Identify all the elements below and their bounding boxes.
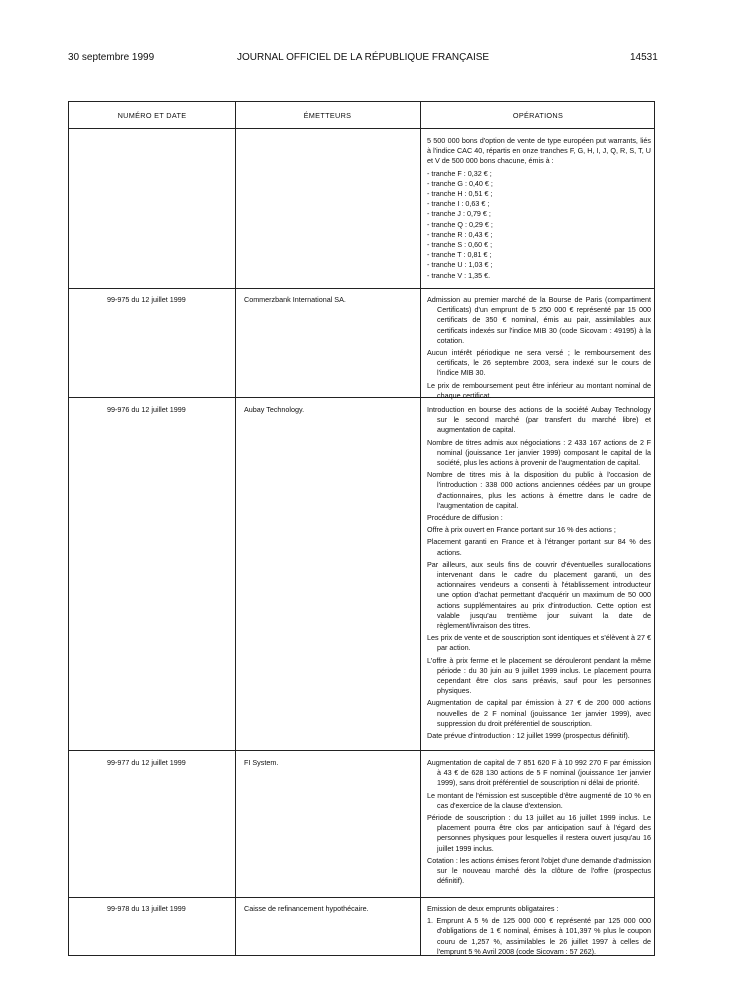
operation-paragraph: Le montant de l'émission est susceptible d'être augmenté de 10 % en cas d'exercice de la clause d'extension.	[427, 790, 651, 810]
operation-paragraph: L'offre à prix ferme et le placement se dérouleront pendant la même période : du 30 juin au 9 juillet 1999 inclus. Le placement pourra cependant être clos sans préavis, sauf pour les personnes physiques.	[427, 655, 651, 696]
row0-operations	[427, 136, 651, 281]
operation-paragraph: Période de souscription : du 13 juillet au 16 juillet 1999 inclus. Le placement pourra être clos par anticipation sauf à l'égard des personnes physiques pour lesquelles il restera ouvert jusqu'au 16 juillet 1999 inclus.	[427, 813, 651, 853]
operation-paragraph: Nombre de titres mis à la disposition du public à l'occasion de l'introduction : 338 000 actions anciennes cédées par un groupe d'actionnaires, plus les actions à émettre dans le cadre de l'augmentation de capital.	[427, 470, 651, 510]
tranche-item: - tranche Q : 0,29 € ;	[427, 219, 493, 229]
row4-issuer: Caisse de refinancement hypothécaire.	[244, 904, 369, 913]
operation-paragraph: Offre à prix ouvert en France portant sur 16 % des actions ;	[427, 525, 616, 535]
operation-paragraph: Placement garanti en France et à l'étranger portant sur 84 % des actions.	[427, 537, 651, 557]
row3-number: 99-977 du 12 juillet 1999	[107, 758, 186, 767]
tranche-item: - tranche I : 0,63 € ;	[427, 199, 490, 209]
row1-number: 99-975 du 12 juillet 1999	[107, 295, 186, 304]
row4-operations	[427, 904, 651, 959]
page-number: 14531	[630, 52, 658, 63]
row-rule	[69, 897, 654, 898]
operation-paragraph: Procédure de diffusion :	[427, 513, 503, 523]
operation-paragraph: Par ailleurs, aux seuls fins de couvrir d'éventuelles surallocations intervenant dans le cadre du placement garanti, un des actionnaires vendeurs a consenti à l'établissement introducteur une option d'achat permettant d'acquérir un maximum de 50 000 actions supplémentaires au prix d'introduction. Cette option est valable jusqu'au trentième jour suivant la date de règlement/livraison des titres.	[427, 559, 651, 631]
header-rule	[69, 128, 654, 129]
journal-title: JOURNAL OFFICIEL DE LA RÉPUBLIQUE FRANÇAISE	[237, 52, 490, 63]
column-header-number: NUMÉRO ET DATE	[117, 111, 187, 120]
tranche-item: - tranche G : 0,40 € ;	[427, 178, 493, 188]
operation-paragraph: Aucun intérêt périodique ne sera versé ; le remboursement des certificats, le 26 septembre 2003, sera indexé sur le cours de l'indice MIB 30.	[427, 348, 651, 378]
operation-paragraph: Augmentation de capital par émission à 27 € de 200 000 actions nouvelles de 2 F nominal (jouissance 1er janvier 1999), avec suppression du droit préférentiel de souscription.	[427, 698, 651, 728]
operation-paragraph: Admission au premier marché de la Bourse de Paris (compartiment Certificats) d'un emprunt de 5 250 000 € représenté par 15 000 certificats de 350 € nominal, émis au pair, assimilables aux certificats indexés sur l'indice MIB 30 (code Sicovam : 49195) à la cotation.	[427, 295, 651, 345]
row-rule	[69, 288, 654, 289]
tranche-item: - tranche H : 0,51 € ;	[427, 189, 493, 199]
row2-number: 99-976 du 12 juillet 1999	[107, 405, 186, 414]
operations-table	[68, 101, 655, 956]
tranche-item: - tranche R : 0,43 € ;	[427, 229, 493, 239]
operation-paragraph: Introduction en bourse des actions de la société Aubay Technology sur le second marché (par transfert du marché libre) et augmentation de capital.	[427, 405, 651, 435]
tranche-item: - tranche U : 1,03 € ;	[427, 260, 493, 270]
column-header-issuers: ÉMETTEURS	[303, 111, 352, 120]
row2-issuer: Aubay Technology.	[244, 405, 305, 414]
operation-paragraph: 1. Emprunt A 5 % de 125 000 000 € représenté par 125 000 000 d'obligations de 1 € nominal, émises à 101,397 % plus le coupon couru de 1,257 %, assimilables le 26 juillet 1997 à celles de l'emprunt 5 % Avril 2008 (code Sicovam : 57 262).	[427, 916, 651, 956]
operation-paragraph: Emission de deux emprunts obligataires :	[427, 904, 559, 913]
column-divider	[235, 102, 236, 955]
row1-issuer: Commerzbank International SA.	[244, 295, 346, 304]
column-header-operations: OPÉRATIONS	[512, 111, 564, 120]
operation-paragraph: Le prix de remboursement peut être inférieur au montant nominal de chaque certificat.	[427, 380, 651, 400]
operation-paragraph: Cotation : les actions émises feront l'objet d'une demande d'admission sur le nouveau marché dès la clôture de l'offre (prospectus définitif).	[427, 855, 651, 886]
operation-paragraph: Les prix de vente et de souscription sont identiques et s'élèvent à 27 € par action.	[427, 633, 651, 653]
tranche-item: - tranche S : 0,60 € ;	[427, 240, 493, 250]
tranche-item: - tranche F : 0,32 € ;	[427, 168, 492, 178]
tranche-item: - tranche T : 0,81 € ;	[427, 250, 492, 260]
operation-paragraph: Augmentation de capital de 7 851 620 F à 10 992 270 F par émission à 43 € de 628 130 actions de 5 F nominal (jouissance 1er janvier 1999), sans droit préférentiel de souscription ni délai de priorité.	[427, 758, 651, 788]
operation-paragraph: Nombre de titres admis aux négociations : 2 433 167 actions de 2 F nominal (jouissance 1er janvier 1999) composant le capital de la société, plus les actions à provenir de l'augmentation de capital.	[427, 437, 651, 468]
column-divider	[420, 102, 421, 955]
row3-issuer: FI System.	[244, 758, 279, 767]
operation-paragraph: Date prévue d'introduction : 12 juillet 1999 (prospectus définitif).	[427, 731, 630, 741]
tranche-item: - tranche V : 1,35 €.	[427, 270, 491, 280]
row3-operations	[427, 758, 651, 888]
row0-intro: 5 500 000 bons d'option de vente de type européen put warrants, liés à l'indice CAC 40, répartis en onze tranches F, G, H, I, J, Q, R, S, T, U et V de 500 000 bons chacune, émis à :	[427, 136, 651, 166]
row4-number: 99-978 du 13 juillet 1999	[107, 904, 186, 913]
tranche-item: - tranche J : 0,79 € ;	[427, 209, 491, 219]
header-date: 30 septembre 1999	[68, 52, 155, 63]
row-rule	[69, 750, 654, 751]
row2-operations	[427, 405, 651, 743]
row1-operations	[427, 295, 651, 403]
